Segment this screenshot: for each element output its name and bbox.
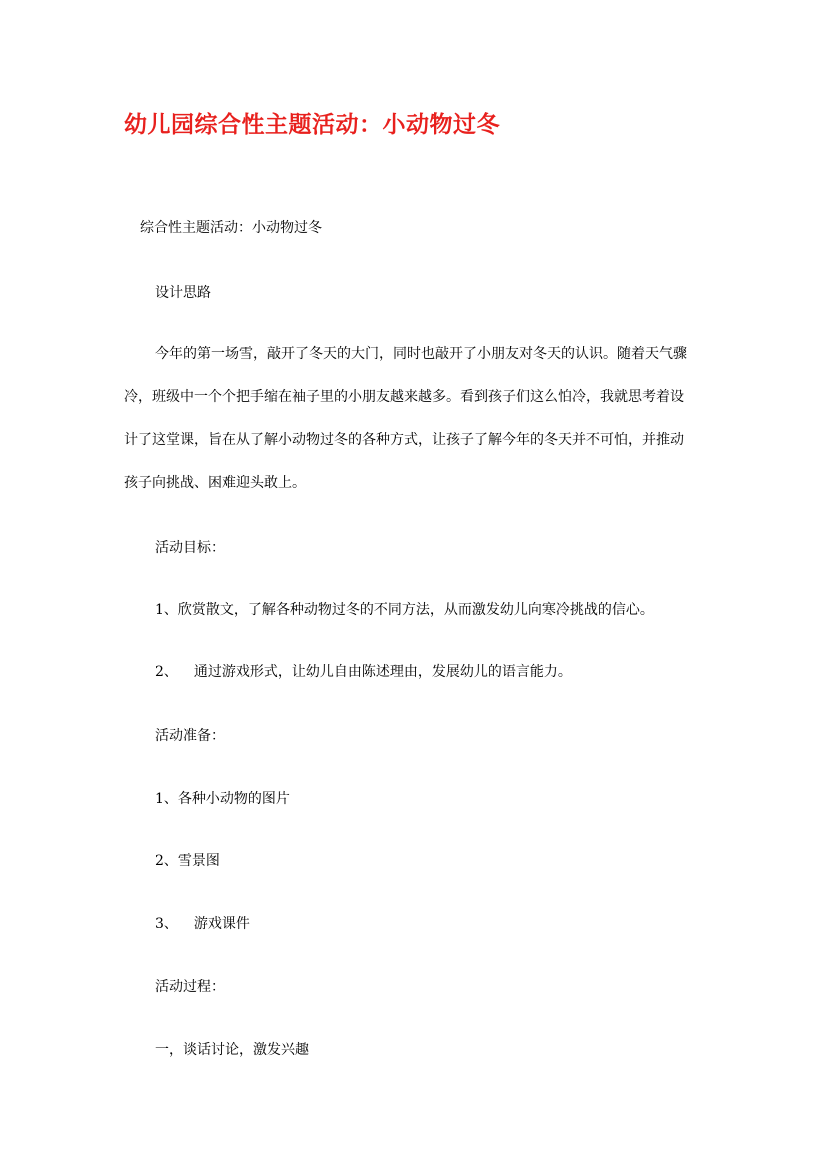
goals-heading: 活动目标：	[155, 540, 225, 556]
prep-item-2: 2、雪景图	[155, 853, 220, 869]
paragraph-line: 计了这堂课，旨在从了解小动物过冬的各种方式，让孩子了解今年的冬天并不可怕，并推动	[124, 432, 684, 448]
design-paragraph	[124, 344, 704, 504]
prep-heading: 活动准备：	[155, 728, 225, 744]
paragraph-line: 今年的第一场雪，敲开了冬天的大门，同时也敲开了小朋友对冬天的认识。随着天气骤	[155, 346, 687, 362]
design-heading: 设计思路	[155, 285, 211, 301]
subtitle: 综合性主题活动：小动物过冬	[140, 220, 322, 236]
prep-item-1: 1、各种小动物的图片	[155, 791, 290, 807]
prep-item-number: 3、	[155, 916, 178, 932]
prep-item-text: 游戏课件	[193, 916, 250, 932]
goal-item-number: 2、	[155, 664, 178, 680]
process-step-1: 一，谈话讨论，激发兴趣	[155, 1042, 309, 1058]
paragraph-line: 冷，班级中一个个把手缩在袖子里的小朋友越来越多。看到孩子们这么怕冷，我就思考着设	[124, 389, 684, 405]
goal-item-1: 1、欣赏散文，了解各种动物过冬的不同方法，从而激发幼儿向寒冷挑战的信心。	[155, 602, 654, 618]
paragraph-line: 孩子向挑战、困难迎头敢上。	[124, 475, 306, 491]
goal-item-text: 通过游戏形式，让幼儿自由陈述理由，发展幼儿的语言能力。	[193, 664, 572, 680]
prep-item-3	[155, 914, 250, 934]
process-heading: 活动过程：	[155, 979, 225, 995]
document-title: 幼儿园综合性主题活动：小动物过冬	[124, 111, 500, 138]
goal-item-2	[155, 662, 572, 682]
